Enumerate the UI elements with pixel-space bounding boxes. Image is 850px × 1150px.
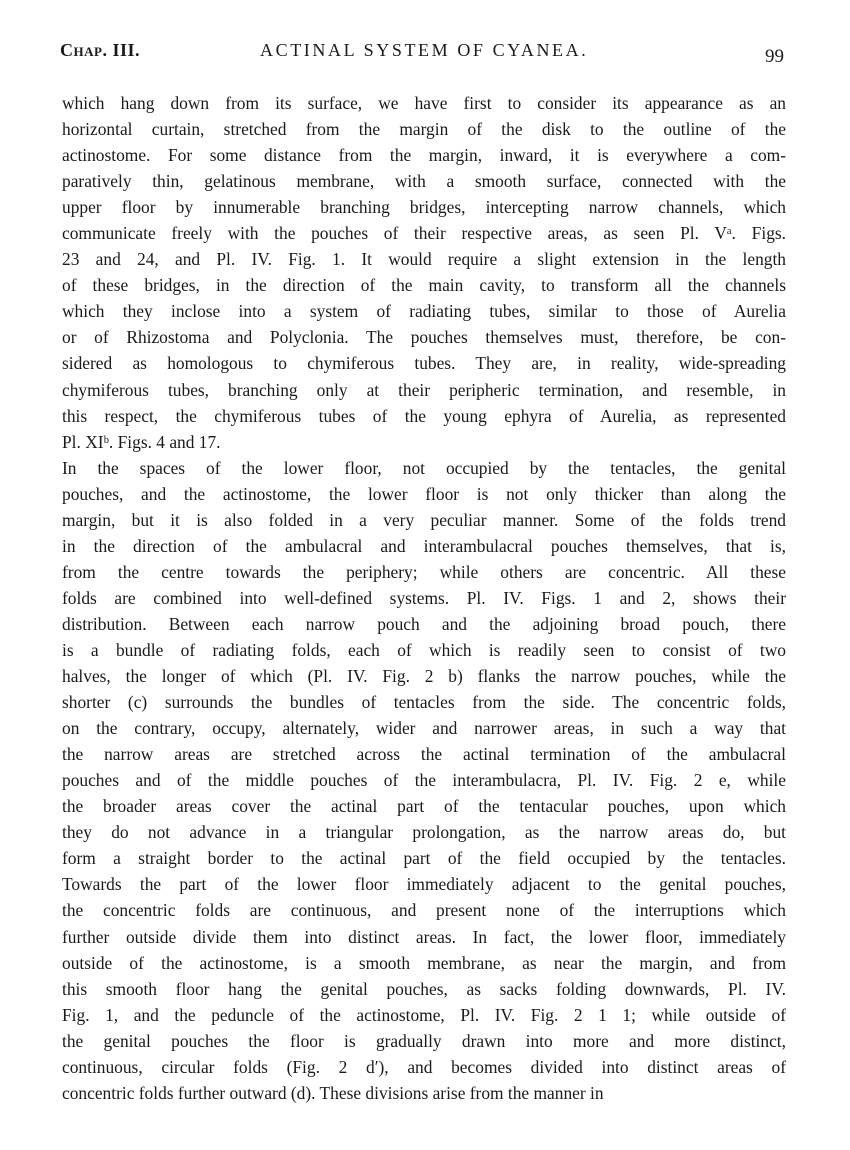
- text-line: the concentric folds are continuous, and present none of the interruptions which: [62, 900, 786, 921]
- text-line: form a straight border to the actinal part of the field occupied by the tentacles.: [62, 848, 786, 869]
- text-line: or of Rhizostoma and Polyclonia. The pouches themselves must, therefore, be con-: [62, 327, 786, 348]
- text-line: chymiferous tubes, branching only at their peripheric termination, and resemble, in: [62, 379, 786, 400]
- text-line: upper floor by innumerable branching bridges, intercepting narrow channels, which: [62, 197, 786, 218]
- text-line: Pl. XIᵇ. Figs. 4 and 17.: [62, 431, 221, 452]
- text-line: pouches, and the actinostome, the lower floor is not only thicker than along the: [62, 483, 786, 504]
- text-line: shorter (c) surrounds the bundles of tentacles from the side. The concentric folds,: [62, 692, 786, 713]
- text-line: In the spaces of the lower floor, not occupied by the tentacles, the genital: [62, 457, 786, 478]
- body-text: [62, 90, 786, 1106]
- text-line: 23 and 24, and Pl. IV. Fig. 1. It would require a slight extension in the length: [62, 249, 786, 270]
- text-line: paratively thin, gelatinous membrane, with a smooth surface, connected with the: [62, 171, 786, 192]
- text-line: this smooth floor hang the genital pouches, as sacks folding downwards, Pl. IV.: [62, 978, 786, 999]
- text-line: sidered as homologous to chymiferous tubes. They are, in reality, wide-spreading: [62, 353, 786, 374]
- text-line: outside of the actinostome, is a smooth membrane, as near the margin, and from: [62, 952, 786, 973]
- text-line: the genital pouches the floor is gradually drawn into more and more distinct,: [62, 1030, 786, 1051]
- chapter-label: Chap. III.: [60, 40, 140, 60]
- text-line: halves, the longer of which (Pl. IV. Fig. 2 b) flanks the narrow pouches, while the: [62, 666, 786, 687]
- text-line: Fig. 1, and the peduncle of the actinostome, Pl. IV. Fig. 2 1 1; while outside of: [62, 1004, 786, 1025]
- text-line: which they inclose into a system of radiating tubes, similar to those of Aurelia: [62, 301, 786, 322]
- text-line: the narrow areas are stretched across the actinal termination of the ambulacral: [62, 744, 786, 765]
- text-line: they do not advance in a triangular prolongation, as the narrow areas do, but: [62, 822, 786, 843]
- text-line: communicate freely with the pouches of their respective areas, as seen Pl. Vᵃ. Figs.: [62, 223, 786, 244]
- text-line: this respect, the chymiferous tubes of the young ephyra of Aurelia, as represented: [62, 405, 786, 426]
- text-line: pouches and of the middle pouches of the interambulacra, Pl. IV. Fig. 2 e, while: [62, 770, 786, 791]
- text-line: distribution. Between each narrow pouch and the adjoining broad pouch, there: [62, 613, 786, 634]
- text-line: margin, but it is also folded in a very peculiar manner. Some of the folds trend: [62, 509, 786, 530]
- text-line: is a bundle of radiating folds, each of which is readily seen to consist of two: [62, 639, 786, 660]
- text-line: in the direction of the ambulacral and interambulacral pouches themselves, that is,: [62, 535, 786, 556]
- text-line: folds are combined into well-defined systems. Pl. IV. Figs. 1 and 2, shows their: [62, 587, 786, 608]
- paragraph: [62, 90, 786, 455]
- text-line: further outside divide them into distinct areas. In fact, the lower floor, immediately: [62, 926, 786, 947]
- text-line: the broader areas cover the actinal part of the tentacular pouches, upon which: [62, 796, 786, 817]
- running-head: [60, 40, 788, 70]
- text-line: of these bridges, in the direction of the main cavity, to transform all the channels: [62, 275, 786, 296]
- page-number: 99: [765, 46, 784, 67]
- paragraph: [62, 455, 786, 1106]
- text-line: continuous, circular folds (Fig. 2 d′), and becomes divided into distinct areas of: [62, 1056, 786, 1077]
- text-line: from the centre towards the periphery; while others are concentric. All these: [62, 561, 786, 582]
- text-line: which hang down from its surface, we have first to consider its appearance as an: [62, 93, 786, 113]
- text-line: horizontal curtain, stretched from the margin of the disk to the outline of the: [62, 119, 786, 140]
- text-line: on the contrary, occupy, alternately, wider and narrower areas, in such a way that: [62, 718, 786, 739]
- running-title: ACTINAL SYSTEM OF CYANEA.: [260, 40, 589, 60]
- text-line: concentric folds further outward (d). These divisions arise from the manner in: [62, 1082, 604, 1103]
- text-line: Towards the part of the lower floor immediately adjacent to the genital pouches,: [62, 874, 786, 895]
- text-line: actinostome. For some distance from the margin, inward, it is everywhere a com-: [62, 145, 786, 166]
